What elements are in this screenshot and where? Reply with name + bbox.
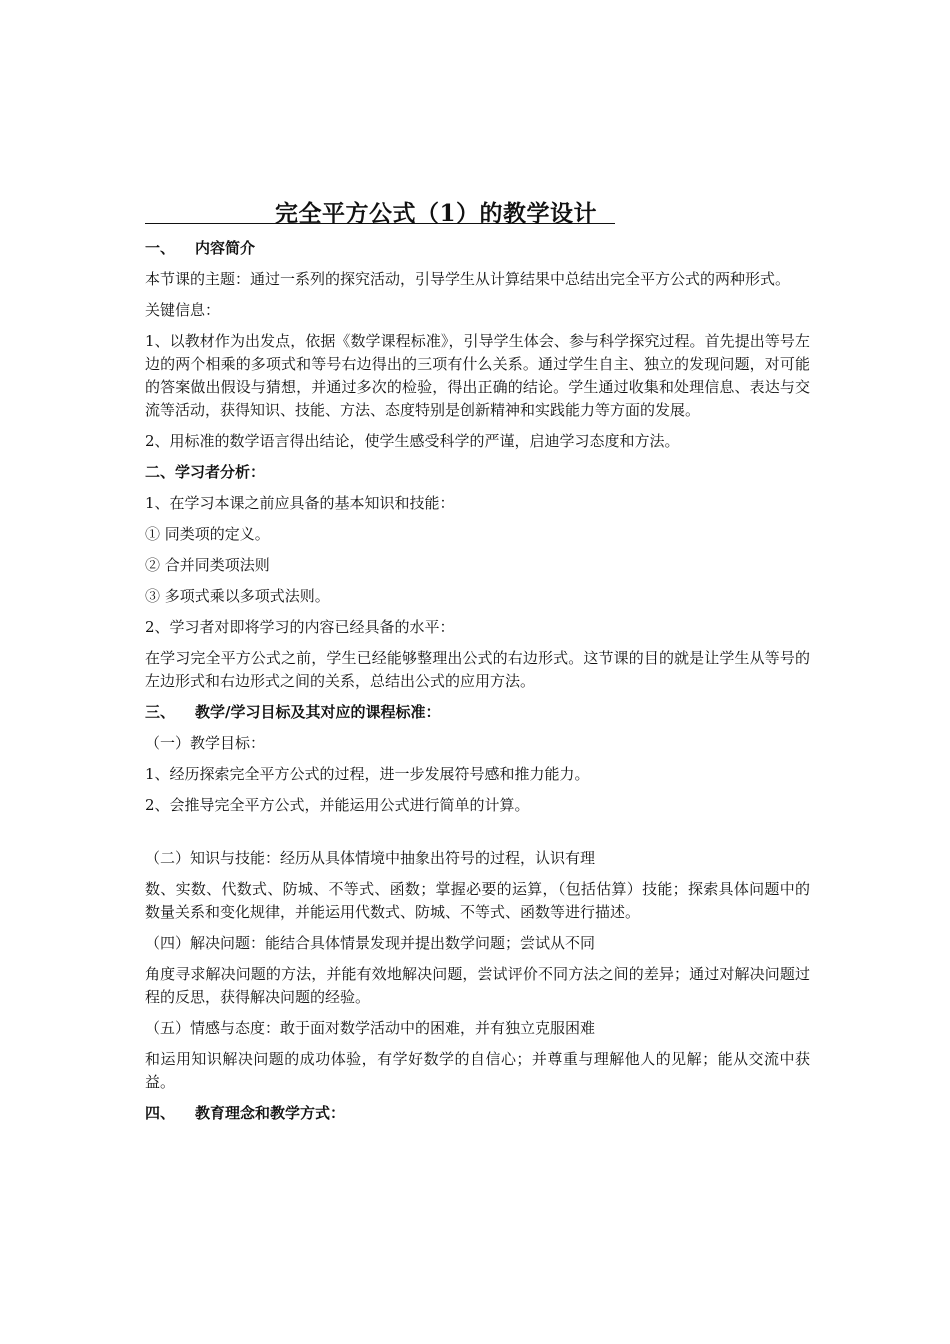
section2-heading: 二、学习者分析： (145, 463, 266, 481)
section3-number: 三、 (145, 703, 176, 721)
section2-prereq-item-3: ③ 多项式乘以多项式法则。 (145, 587, 330, 605)
section2-level-text: 在学习完全平方公式之前，学生已经能够整理出公式的右边形式。这节课的目的就是让学生从等号的左边形式和右边形式之间的关系，总结出公式的应用方法。 (145, 649, 810, 690)
section3-title: 教学/学习目标及其对应的课程标准： (195, 703, 441, 721)
section3-emotion-attitude-line2: 和运用知识解决问题的成功体验，有学好数学的自信心；并尊重与理解他人的见解；能从交流中获益。 (145, 1050, 810, 1091)
section1-title: 内容简介 (195, 239, 256, 257)
section3-emotion-attitude-line1: （五）情感与态度：敢于面对数学活动中的困难，并有独立克服困难 (145, 1019, 596, 1037)
title-row (145, 195, 810, 231)
section1-number: 一、 (145, 239, 176, 257)
section4-title: 教育理念和教学方式： (195, 1104, 346, 1122)
section3-knowledge-skills-line2: 数、实数、代数式、防城、不等式、函数；掌握必要的运算，（包括估算）技能；探索具体问题中的数量关系和变化规律，并能运用代数式、防城、不等式、函数等进行描述。 (145, 880, 810, 921)
section2-prereq-label: 1、在学习本课之前应具备的基本知识和技能： (145, 494, 455, 512)
section3-problem-solving-line1: （四）解决问题：能结合具体情景发现并提出数学问题；尝试从不同 (145, 934, 596, 952)
document-title: 完全平方公式（1）的教学设计 (275, 200, 598, 227)
section1-point-1: 1、以教材作为出发点，依据《数学课程标准》，引导学生体会、参与科学探究过程。首先提出等号左边的两个相乘的多项式和等号右边得出的三项有什么关系。通过学生自主、独立的发现问题，对可能的答案做出假设与猜想，并通过多次的检验，得出正确的结论。学生通过收集和处理信息、表达与交流等活动，获得知识、技能、方法、态度特别是创新精神和实践能力等方面的发展。 (145, 332, 810, 419)
section3-goals-label: （一）教学目标： (145, 734, 266, 752)
section4-heading (145, 1102, 810, 1125)
section2-prereq-item-1: ① 同类项的定义。 (145, 525, 270, 543)
section1-point-2: 2、用标准的数学语言得出结论，使学生感受科学的严谨，启迪学习态度和方法。 (145, 432, 680, 450)
section3-goal-1: 1、经历探索完全平方公式的过程，进一步发展符号感和推力能力。 (145, 765, 590, 783)
section1-heading (145, 237, 810, 260)
section3-knowledge-skills-line1: （二）知识与技能：经历从具体情境中抽象出符号的过程，认识有理 (145, 849, 596, 867)
section1-theme: 本节课的主题：通过一系列的探究活动，引导学生从计算结果中总结出完全平方公式的两种形式。 (145, 270, 791, 288)
section4-number: 四、 (145, 1104, 176, 1122)
section3-goal-2: 2、会推导完全平方公式，并能运用公式进行简单的计算。 (145, 796, 530, 814)
section3-problem-solving-line2: 角度寻求解决问题的方法，并能有效地解决问题，尝试评价不同方法之间的差异；通过对解决问题过程的反思，获得解决问题的经验。 (145, 965, 810, 1006)
section3-heading (145, 701, 810, 724)
spacer (145, 825, 810, 847)
document-body (145, 195, 810, 1133)
section2-level-label: 2、学习者对即将学习的内容已经具备的水平： (145, 618, 455, 636)
section1-key-info-label: 关键信息： (145, 301, 221, 319)
section2-prereq-item-2: ② 合并同类项法则 (145, 556, 270, 574)
